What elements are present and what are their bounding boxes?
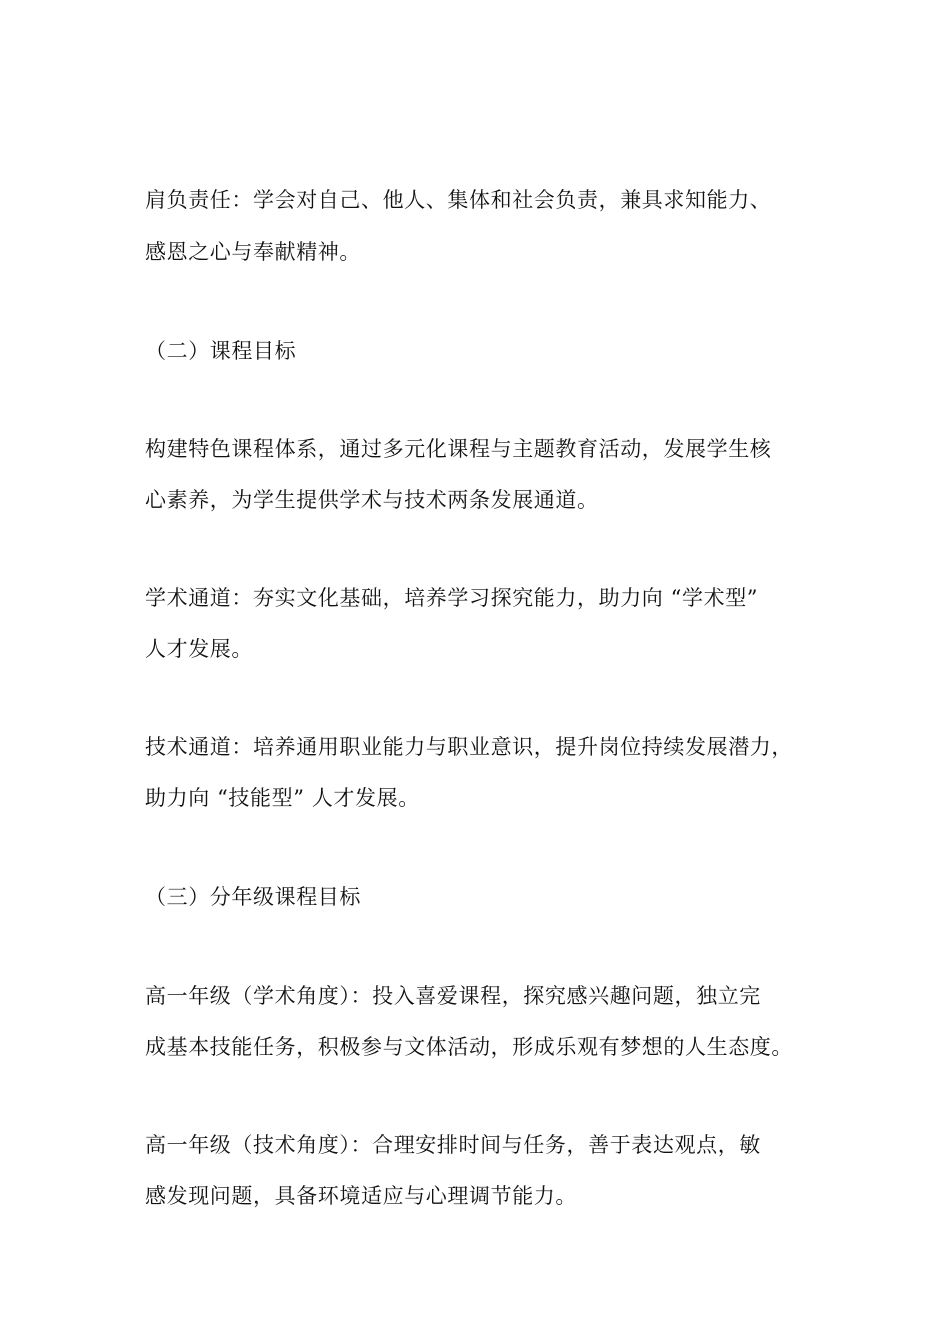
paragraph-course-system-line-2: 心素养，为学生提供学术与技术两条发展通道。 <box>145 488 599 512</box>
paragraph-responsibility-line-1: 肩负责任：学会对自己、他人、集体和社会负责，兼具求知能力、 <box>145 188 772 212</box>
paragraph-grade10-technical-line-2: 感发现问题，具备环境适应与心理调节能力。 <box>145 1184 577 1208</box>
paragraph-technical-track-line-2: 助力向 “技能型” 人才发展。 <box>145 786 420 810</box>
paragraph-academic-track-line-1: 学术通道：夯实文化基础，培养学习探究能力，助力向 “学术型” <box>145 586 759 610</box>
paragraph-academic-track-line-2: 人才发展。 <box>145 637 253 661</box>
paragraph-grade10-academic-line-2: 成基本技能任务，积极参与文体活动，形成乐观有梦想的人生态度。 <box>145 1035 793 1059</box>
paragraph-grade10-academic-line-1: 高一年级（学术角度）：投入喜爱课程，探究感兴趣问题，独立完 <box>145 984 761 1008</box>
paragraph-grade10-technical-line-1: 高一年级（技术角度）：合理安排时间与任务，善于表达观点，敏 <box>145 1133 761 1157</box>
paragraph-course-system-line-1: 构建特色课程体系，通过多元化课程与主题教育活动，发展学生核 <box>145 437 772 461</box>
paragraph-technical-track-line-1: 技术通道：培养通用职业能力与职业意识，提升岗位持续发展潜力， <box>145 735 793 759</box>
section-heading-course-goals: （二）课程目标 <box>145 339 297 363</box>
paragraph-responsibility-line-2: 感恩之心与奉献精神。 <box>145 240 361 264</box>
section-heading-grade-goals: （三）分年级课程目标 <box>145 885 361 909</box>
